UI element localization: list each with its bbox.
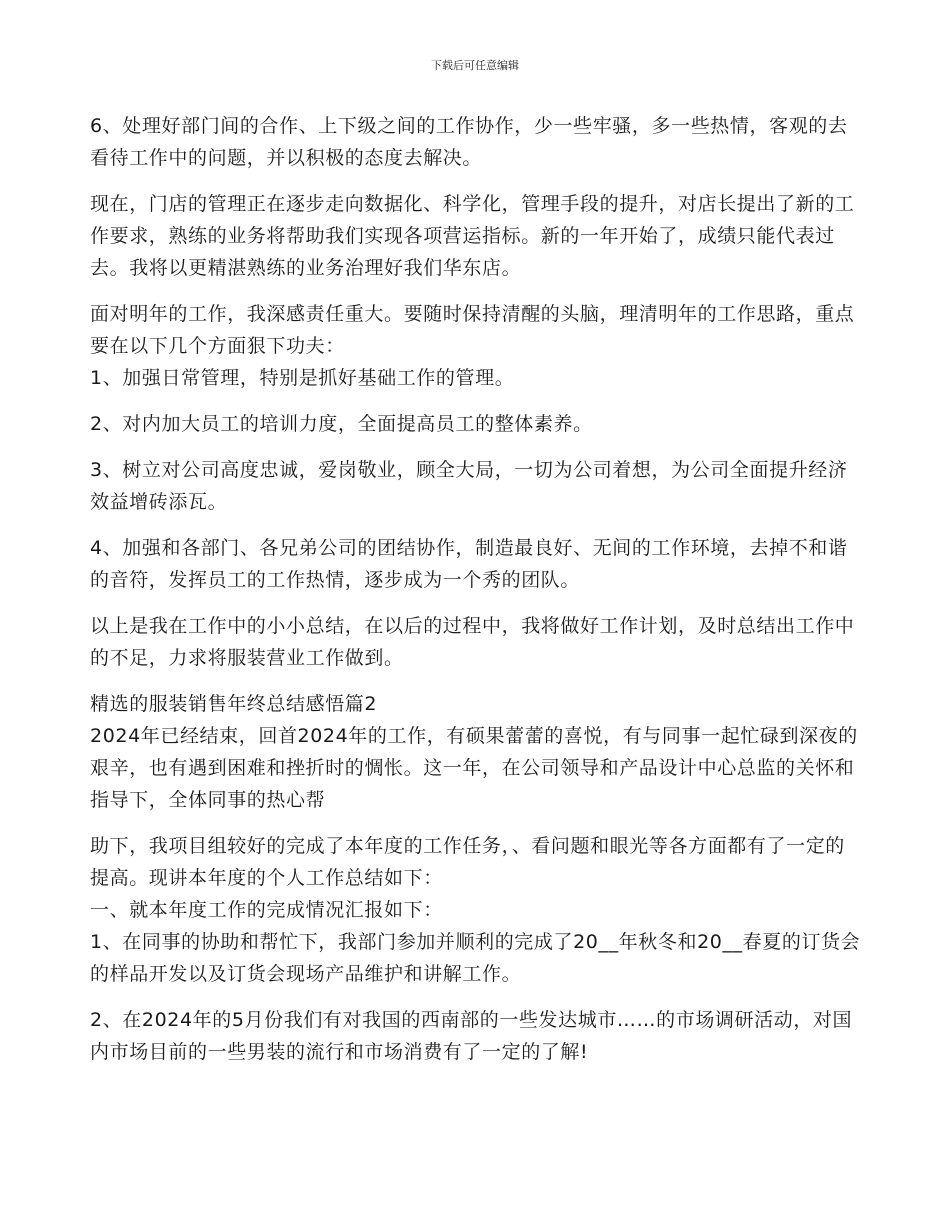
paragraph: 6、处理好部门间的合作、上下级之间的工作协作，少一些牢骚，多一些热情，客观的去看待工作中的问题，并以积极的态度去解决。: [90, 115, 848, 169]
paragraph: 面对明年的工作，我深感责任重大。要随时保持清醒的头脑，理清明年的工作思路，重点要在以下几个方面狠下功夫：: [90, 303, 855, 357]
list-item: 2、在2024年的5月份我们有对我国的西南部的一些发达城市……的市场调研活动，对国内市场目前的一些男装的流行和市场消费有了一定的了解!: [90, 1009, 853, 1063]
section-heading: 精选的服装销售年终总结感悟篇2: [90, 693, 378, 715]
paragraph: 2024年已经结束，回首2024年的工作，有硕果蕾蕾的喜悦，有与同事一起忙碌到深夜的艰辛，也有遇到困难和挫折时的惆怅。这一年，在公司领导和产品设计中心总监的关怀和指导下，全体同事的热心帮: [90, 725, 858, 811]
list-item: 4、加强和各部门、各兄弟公司的团结协作，制造最良好、无间的工作环境，去掉不和谐的音符，发挥员工的工作热情，逐步成为一个秀的团队。: [90, 537, 848, 591]
paragraph: 助下，我项目组较好的完成了本年度的工作任务，、看问题和眼光等各方面都有了一定的提高。现讲本年度的个人工作总结如下：: [90, 835, 845, 889]
paragraph: 以上是我在工作中的小小总结，在以后的过程中，我将做好工作计划，及时总结出工作中的不足，力求将服装营业工作做到。: [90, 615, 855, 669]
list-item: 1、在同事的协助和帮忙下，我部门参加并顺利的完成了20__年秋冬和20__春夏的订货会的样品开发以及订货会现场产品维护和讲解工作。: [90, 931, 861, 985]
paragraph: 一、就本年度工作的完成情况汇报如下：: [90, 899, 443, 921]
paragraph: 现在，门店的管理正在逐步走向数据化、科学化，管理手段的提升，对店长提出了新的工作要求，熟练的业务将帮助我们实现各项营运指标。新的一年开始了，成绩只能代表过去。我将以更精湛熟练的业务治理好我们华东店。: [90, 193, 855, 279]
page-header: 下载后可任意编辑: [431, 59, 519, 72]
list-item: 3、树立对公司高度忠诚，爱岗敬业，顾全大局，一切为公司着想，为公司全面提升经济效益增砖添瓦。: [90, 459, 848, 513]
list-item: 1、加强日常管理，特别是抓好基础工作的管理。: [90, 367, 515, 389]
document-body: [90, 110, 862, 1068]
list-item: 2、对内加大员工的培训力度，全面提高员工的整体素养。: [90, 413, 593, 435]
